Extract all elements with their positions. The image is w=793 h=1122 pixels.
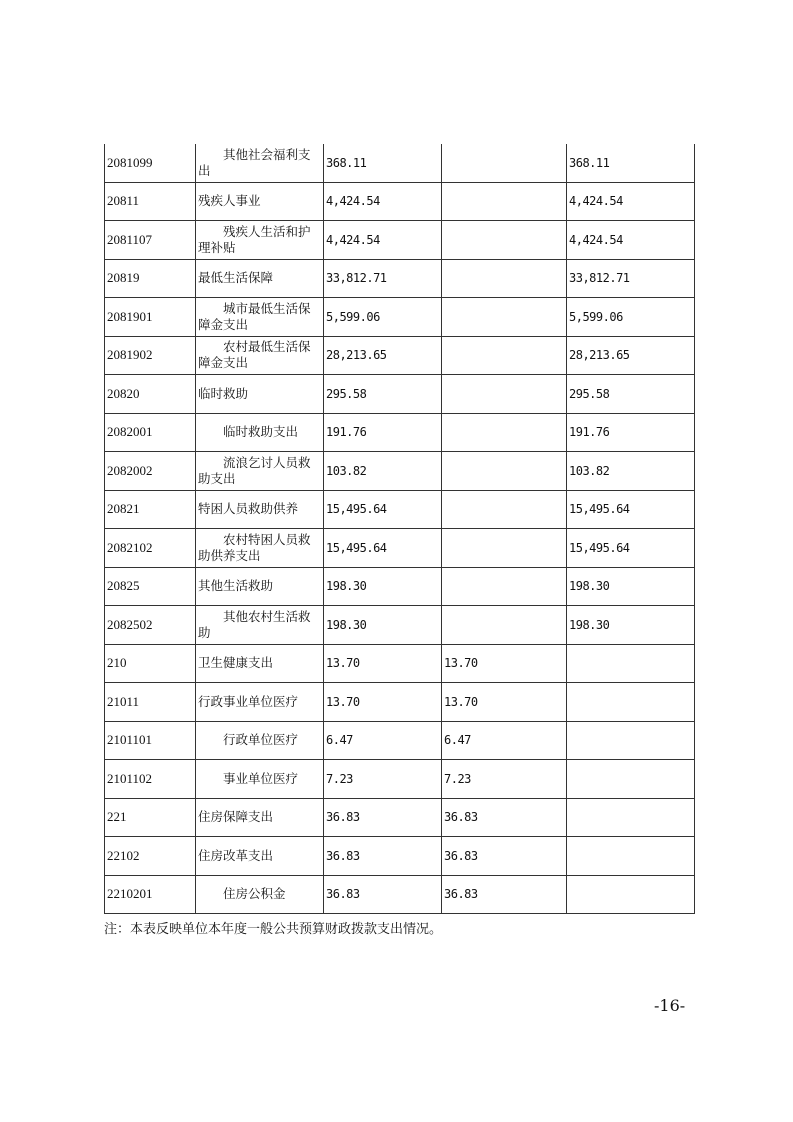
name-cell: 住房保障支出 xyxy=(196,798,324,837)
expenditure-table xyxy=(104,144,695,914)
basic-cell xyxy=(442,567,567,606)
code-cell: 21011 xyxy=(105,683,196,722)
total-cell: 13.70 xyxy=(324,683,442,722)
table-row xyxy=(105,413,695,452)
project-cell: 368.11 xyxy=(567,144,695,182)
total-cell: 368.11 xyxy=(324,144,442,182)
total-cell: 15,495.64 xyxy=(324,490,442,529)
basic-cell xyxy=(442,336,567,375)
name-cell: 农村特困人员救助供养支出 xyxy=(196,529,324,568)
name-cell: 行政事业单位医疗 xyxy=(196,683,324,722)
basic-cell: 13.70 xyxy=(442,644,567,683)
code-cell: 2210201 xyxy=(105,875,196,914)
project-cell xyxy=(567,683,695,722)
code-cell: 2082002 xyxy=(105,452,196,491)
basic-cell: 13.70 xyxy=(442,683,567,722)
table-row xyxy=(105,644,695,683)
table-row xyxy=(105,837,695,876)
basic-cell xyxy=(442,259,567,298)
code-cell: 2081107 xyxy=(105,221,196,260)
total-cell: 4,424.54 xyxy=(324,221,442,260)
table-row xyxy=(105,144,695,182)
code-cell: 22102 xyxy=(105,837,196,876)
name-cell: 残疾人生活和护理补贴 xyxy=(196,221,324,260)
table-note: 注：本表反映单位本年度一般公共预算财政拨款支出情况。 xyxy=(104,922,443,937)
table-row xyxy=(105,490,695,529)
total-cell: 198.30 xyxy=(324,567,442,606)
table-row xyxy=(105,798,695,837)
total-cell: 15,495.64 xyxy=(324,529,442,568)
project-cell: 198.30 xyxy=(567,567,695,606)
project-cell: 198.30 xyxy=(567,606,695,645)
table-row xyxy=(105,452,695,491)
name-cell: 临时救助 xyxy=(196,375,324,414)
name-cell: 卫生健康支出 xyxy=(196,644,324,683)
total-cell: 36.83 xyxy=(324,875,442,914)
name-cell: 最低生活保障 xyxy=(196,259,324,298)
total-cell: 28,213.65 xyxy=(324,336,442,375)
project-cell: 33,812.71 xyxy=(567,259,695,298)
total-cell: 295.58 xyxy=(324,375,442,414)
table-row xyxy=(105,259,695,298)
total-cell: 13.70 xyxy=(324,644,442,683)
name-cell: 残疾人事业 xyxy=(196,182,324,221)
table-row xyxy=(105,375,695,414)
page-number: -16- xyxy=(654,996,686,1015)
total-cell: 198.30 xyxy=(324,606,442,645)
basic-cell xyxy=(442,144,567,182)
project-cell: 295.58 xyxy=(567,375,695,414)
total-cell: 36.83 xyxy=(324,837,442,876)
project-cell: 4,424.54 xyxy=(567,221,695,260)
total-cell: 4,424.54 xyxy=(324,182,442,221)
project-cell: 28,213.65 xyxy=(567,336,695,375)
project-cell xyxy=(567,721,695,760)
code-cell: 20820 xyxy=(105,375,196,414)
basic-cell: 7.23 xyxy=(442,760,567,799)
code-cell: 2081099 xyxy=(105,144,196,182)
project-cell xyxy=(567,798,695,837)
project-cell: 5,599.06 xyxy=(567,298,695,337)
table-row xyxy=(105,567,695,606)
code-cell: 2101102 xyxy=(105,760,196,799)
code-cell: 20825 xyxy=(105,567,196,606)
basic-cell: 36.83 xyxy=(442,875,567,914)
code-cell: 20821 xyxy=(105,490,196,529)
name-cell: 事业单位医疗 xyxy=(196,760,324,799)
table-row xyxy=(105,529,695,568)
code-cell: 2082102 xyxy=(105,529,196,568)
basic-cell xyxy=(442,298,567,337)
table-row xyxy=(105,721,695,760)
table-row xyxy=(105,875,695,914)
project-cell: 4,424.54 xyxy=(567,182,695,221)
name-cell: 其他生活救助 xyxy=(196,567,324,606)
name-cell: 住房改革支出 xyxy=(196,837,324,876)
project-cell xyxy=(567,837,695,876)
name-cell: 住房公积金 xyxy=(196,875,324,914)
basic-cell xyxy=(442,606,567,645)
table-row xyxy=(105,606,695,645)
total-cell: 191.76 xyxy=(324,413,442,452)
basic-cell xyxy=(442,182,567,221)
basic-cell: 6.47 xyxy=(442,721,567,760)
basic-cell xyxy=(442,452,567,491)
code-cell: 20811 xyxy=(105,182,196,221)
name-cell: 农村最低生活保障金支出 xyxy=(196,336,324,375)
basic-cell xyxy=(442,413,567,452)
code-cell: 2081901 xyxy=(105,298,196,337)
basic-cell xyxy=(442,221,567,260)
basic-cell xyxy=(442,529,567,568)
code-cell: 2082001 xyxy=(105,413,196,452)
project-cell: 191.76 xyxy=(567,413,695,452)
total-cell: 33,812.71 xyxy=(324,259,442,298)
project-cell xyxy=(567,875,695,914)
basic-cell xyxy=(442,375,567,414)
code-cell: 20819 xyxy=(105,259,196,298)
table-row xyxy=(105,298,695,337)
table-row xyxy=(105,182,695,221)
name-cell: 其他农村生活救助 xyxy=(196,606,324,645)
project-cell: 15,495.64 xyxy=(567,490,695,529)
total-cell: 36.83 xyxy=(324,798,442,837)
total-cell: 5,599.06 xyxy=(324,298,442,337)
name-cell: 其他社会福利支出 xyxy=(196,144,324,182)
name-cell: 行政单位医疗 xyxy=(196,721,324,760)
total-cell: 103.82 xyxy=(324,452,442,491)
basic-cell xyxy=(442,490,567,529)
table-row xyxy=(105,336,695,375)
basic-cell: 36.83 xyxy=(442,798,567,837)
basic-cell: 36.83 xyxy=(442,837,567,876)
table-row xyxy=(105,221,695,260)
name-cell: 城市最低生活保障金支出 xyxy=(196,298,324,337)
project-cell xyxy=(567,760,695,799)
name-cell: 流浪乞讨人员救助支出 xyxy=(196,452,324,491)
code-cell: 210 xyxy=(105,644,196,683)
table-row xyxy=(105,683,695,722)
code-cell: 221 xyxy=(105,798,196,837)
code-cell: 2082502 xyxy=(105,606,196,645)
project-cell: 15,495.64 xyxy=(567,529,695,568)
total-cell: 7.23 xyxy=(324,760,442,799)
total-cell: 6.47 xyxy=(324,721,442,760)
code-cell: 2081902 xyxy=(105,336,196,375)
project-cell xyxy=(567,644,695,683)
name-cell: 特困人员救助供养 xyxy=(196,490,324,529)
project-cell: 103.82 xyxy=(567,452,695,491)
name-cell: 临时救助支出 xyxy=(196,413,324,452)
table-row xyxy=(105,760,695,799)
code-cell: 2101101 xyxy=(105,721,196,760)
